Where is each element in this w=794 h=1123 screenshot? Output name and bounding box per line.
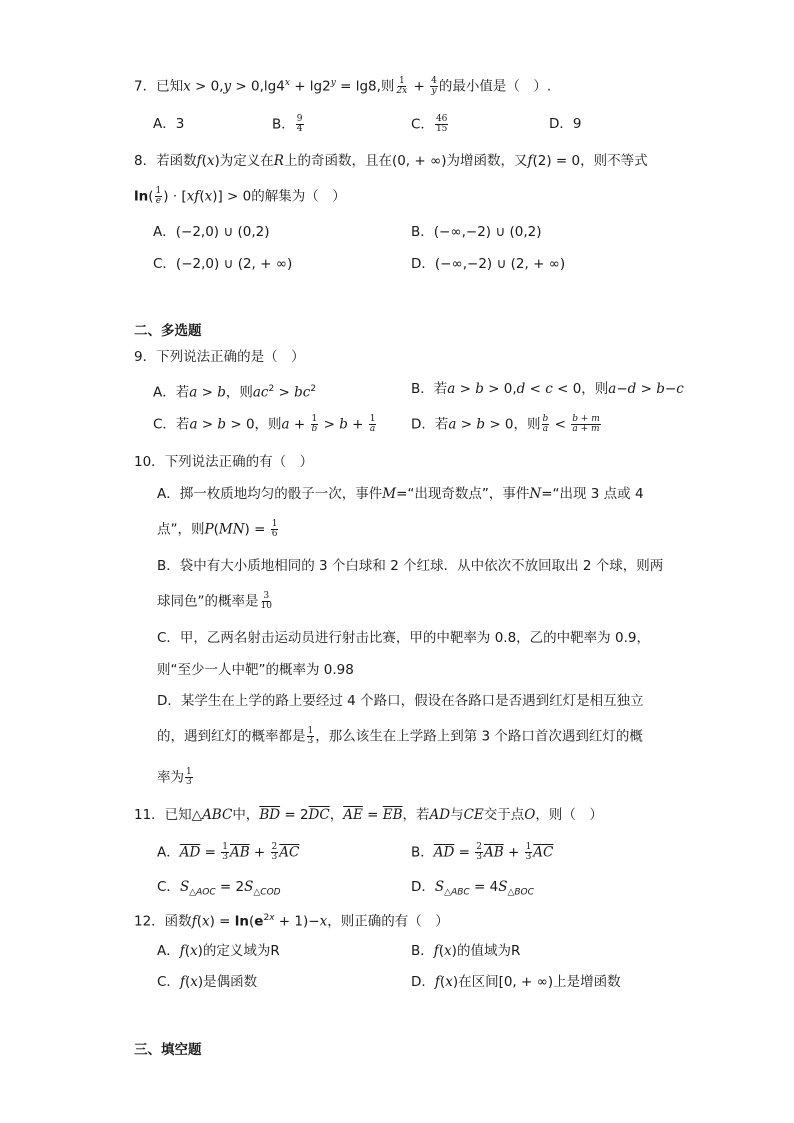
question-8-stem: 8．若函数f(x)为定义在R上的奇函数，且在(0, + ∞)为增函数，又f(2) = 0，则不等式 [134, 153, 648, 169]
q12-option-b[interactable]: B．f(x)的值域为R [411, 943, 521, 959]
q9-option-a[interactable]: A．若a > b，则$ac^2 > bc^2$ [153, 384, 317, 401]
q12-option-a[interactable]: A．f(x)的定义域为R [157, 943, 280, 959]
q8-option-d[interactable]: D．(−∞,−2) ∪ (2, + ∞) [411, 256, 566, 272]
q9-option-c[interactable]: C．若a > b > 0，则a + $\frac{1}{b}$ > b + $\frac{1}{a}$ [153, 414, 376, 434]
q10-option-a[interactable]: A．掷一枚质地均匀的骰子一次，事件M=“出现奇数点”，事件N=“出现 3 点或 4 [157, 486, 644, 502]
q10-option-d[interactable]: D．某学生在上学的路上要经过 4 个路口，假设在各路口是否遇到红灯是相互独立 [157, 693, 644, 709]
question-9-stem: 9．下列说法正确的是（ ） [134, 349, 305, 365]
q11-option-d[interactable]: D．$S_{\triangle ABC} = 4S_{\triangle BOC}$ [411, 879, 534, 898]
q8-option-b[interactable]: B．(−∞,−2) ∪ (0,2) [411, 224, 542, 240]
q8-option-a[interactable]: A．(−2,0) ∪ (0,2) [153, 224, 270, 240]
q12-option-c[interactable]: C．f(x)是偶函数 [157, 974, 258, 990]
question-7-stem: 7．已知$x > 0,y > 0,\lg 4^x + \lg 2^y = \lg 8$,则 $\frac{1}{2x}$ + $\frac{4}{y}$ 的最小值是（ ）. [134, 76, 552, 96]
q8-option-c[interactable]: C．(−2,0) ∪ (2, + ∞) [153, 256, 293, 272]
q7-option-a[interactable]: A．3 [153, 116, 185, 132]
q10-option-a-cont: 点”，则P(MN) = $\frac{1}{6}$ [157, 519, 278, 539]
q10-option-d-cont: 的，遇到红灯的概率都是 $\frac{1}{3}$ ，那么该生在上学路上到第 3 个路口首次遇到红灯的概 [157, 726, 643, 746]
section-heading-fill-in: 三、填空题 [134, 1042, 202, 1058]
section-heading-multi-choice: 二、多选题 [134, 323, 202, 339]
q7-option-c[interactable]: C． $\frac{46}{15}$ [411, 114, 448, 134]
q10-option-c-cont: 则“至少一人中靶”的概率为 0.98 [157, 662, 354, 678]
q11-option-c[interactable]: C．$S_{\triangle AOC} = 2S_{\triangle COD}$ [157, 879, 281, 898]
question-8-stem-cont: ln( $\frac{1}{e}$ ) · [xf(x)] > 0的解集为（ ） [134, 186, 346, 206]
q10-option-b[interactable]: B．袋中有大小质地相同的 3 个白球和 2 个红球．从中依次不放回取出 2 个球，则两 [157, 558, 664, 574]
question-11-stem: 11．已知△ABC中，$\overline{BD} = 2\overline{DC}$，$\overline{AE} = \overline{EB}$，若AD与CE交于点O，则（ ） [134, 807, 603, 823]
q7-option-b[interactable]: B． $\frac{9}{4}$ [272, 114, 303, 134]
q10-option-b-cont: 球同色”的概率是 $\frac{3}{10}$ [157, 591, 272, 611]
q10-option-d-cont2: 率为 $\frac{1}{3}$ [157, 767, 192, 787]
q12-option-d[interactable]: D．f(x)在区间[0, + ∞)上是增函数 [411, 974, 621, 990]
q9-option-d[interactable]: D．若a > b > 0，则 $\frac{b}{a}$ < $\frac{b + m}{a + m}$ [411, 414, 600, 434]
question-12-stem: 12．函数$f(x) = \ln(e^{2x} + 1)-x$，则正确的有（ ） [134, 913, 449, 930]
question-10-stem: 10．下列说法正确的有（ ） [134, 454, 314, 470]
q7-option-d[interactable]: D．9 [549, 116, 582, 132]
q9-option-b[interactable]: B．若a > b > 0,d < c < 0，则a−d > b−c [411, 381, 684, 397]
q10-option-c[interactable]: C．甲，乙两名射击运动员进行射击比赛，甲的中靶率为 0.8，乙的中靶率为 0.9， [157, 630, 650, 646]
q11-option-a[interactable]: A．$\overline{AD}$ = $\frac{1}{3}$ $\overline{AB}$ + $\frac{2}{3}$ $\overline{AC}$ [157, 842, 300, 862]
q11-option-b[interactable]: B．$\overline{AD}$ = $\frac{2}{3}$ $\overline{AB}$ + $\frac{1}{3}$ $\overline{AC}$ [411, 842, 554, 862]
